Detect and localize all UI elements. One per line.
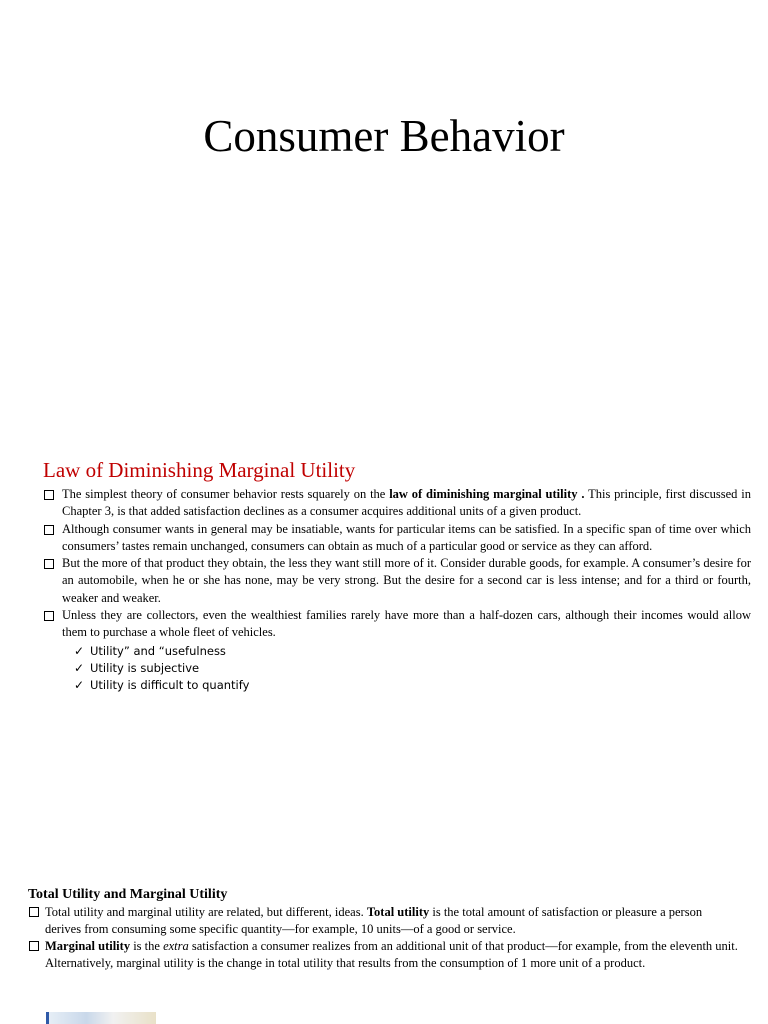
bullet-item: Although consumer wants in general may be insatiable, wants for particular items can be satisfied. In a specific span of time over which consumers’ tastes remain unchanged, consumers can obtain as much of a particular good or service as they can afford. <box>43 521 751 556</box>
image-thumbnail <box>46 1012 156 1024</box>
bullet-item: But the more of that product they obtain, the less they want still more of it. Consider durable goods, for example. A consumer’s desire for an automobile, when he or she has none, may be very strong. But the desire for a second car is less intense; and for a third or fourth, weaker and weaker. <box>43 555 751 607</box>
checkmark-icon: ✓ <box>74 643 85 658</box>
check-item: ✓ Utility is difficult to quantify <box>74 677 751 694</box>
bullet-item: The simplest theory of consumer behavior rests squarely on the law of diminishing marginal utility . This principle, first discussed in Chapter 3, is that added satisfaction declines as a consumer acquires additional units of a given product. <box>43 486 751 521</box>
checkbox-bullet-icon <box>44 525 54 535</box>
check-item: ✓ Utility” and “usefulness <box>74 643 751 660</box>
checkbox-bullet-icon <box>29 941 39 951</box>
bullet-item: Marginal utility is the extra satisfaction a consumer realizes from an additional unit of that product—for example, from the eleventh unit. Alternatively, marginal utility is the change in total utility that results from the consumption of 1 more unit of a product. <box>28 938 740 972</box>
checkmark-icon: ✓ <box>74 678 85 693</box>
diminishing-utility-section <box>43 456 751 695</box>
checkbox-bullet-icon <box>29 907 39 917</box>
bullet-item: Total utility and marginal utility are related, but different, ideas. Total utility is the total amount of satisfaction or pleasure a person derives from consuming some specific quantity—for example, 10 units—of a good or service. <box>28 904 740 938</box>
checkmark-icon: ✓ <box>74 660 85 675</box>
checkbox-bullet-icon <box>44 559 54 569</box>
check-item: ✓ Utility is subjective <box>74 660 751 677</box>
checkbox-bullet-icon <box>44 611 54 621</box>
check-list <box>74 643 751 695</box>
section-heading: Law of Diminishing Marginal Utility <box>43 458 356 482</box>
total-marginal-utility-section <box>28 886 740 972</box>
bullet-item: Unless they are collectors, even the wealthiest families rarely have more than a half-dozen cars, although their incomes would allow them to purchase a whole fleet of vehicles. <box>43 607 751 642</box>
page-title: Consumer Behavior <box>203 111 565 161</box>
checkbox-bullet-icon <box>44 490 54 500</box>
section-heading: Total Utility and Marginal Utility <box>28 887 228 902</box>
